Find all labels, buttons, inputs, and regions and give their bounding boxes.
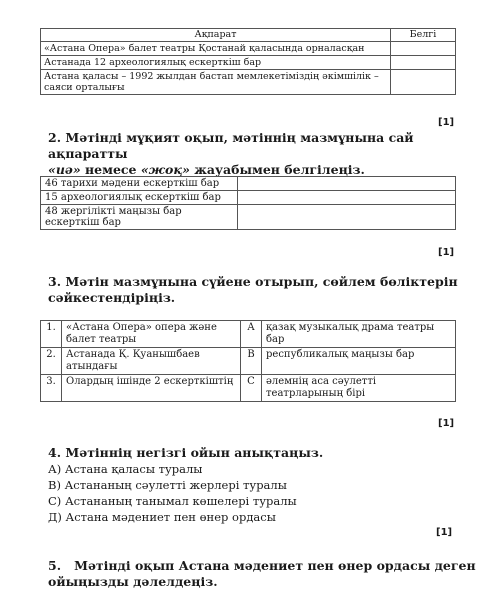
table-row	[41, 42, 456, 56]
table-row	[41, 191, 456, 205]
table-header-row	[41, 29, 456, 42]
marks-label-1: [1]	[438, 117, 455, 128]
marks-label-4: [1]	[436, 527, 453, 538]
sentence-ending: республикалық маңызы бар	[262, 348, 456, 375]
sentence-ending: әлемнің аса сәулетті театрларының бірі	[262, 375, 456, 402]
question-5-line1: 5. Мәтінді оқып Астана мәдениет пен өнер ордасы деген	[48, 558, 476, 573]
question-4-title: 4. Мәтіннің негізгі ойын анықтаңыз.	[48, 445, 324, 460]
table-row	[41, 348, 456, 375]
question-3-line2: сәйкестендіріңіз.	[48, 290, 176, 305]
table-row	[41, 205, 456, 230]
row-number: 2.	[41, 348, 62, 375]
answer-cell[interactable]	[391, 56, 456, 70]
matching-table	[40, 320, 456, 402]
answer-cell[interactable]	[391, 42, 456, 56]
table-row	[41, 321, 456, 348]
option-c[interactable]: С) Астананың танымал көшелері туралы	[48, 494, 297, 508]
question-3	[48, 274, 468, 306]
option-letter: B	[241, 348, 262, 375]
question-5	[48, 558, 478, 590]
question-3-line1: 3. Мәтін мазмұнына сүйене отырып, сөйлем бөліктерін	[48, 274, 458, 289]
sentence-part: «Астана Опера» опера және балет театры	[62, 321, 241, 348]
sentence-ending: қазақ музыкалық драма театры бар	[262, 321, 456, 348]
question-4-options	[48, 461, 448, 525]
question-5-line2: ойыңызды дәлелдеңіз.	[48, 574, 218, 589]
option-letter: C	[241, 375, 262, 402]
option-d[interactable]: Д) Астана мәдениет пен өнер ордасы	[48, 510, 276, 524]
sentence-part: Астанада Қ. Қуанышбаев атындағы	[62, 348, 241, 375]
question-2-end: жауабымен белгілеңіз.	[189, 162, 365, 177]
question-2	[48, 130, 468, 178]
row-number: 3.	[41, 375, 62, 402]
question-2-line1: 2. Мәтінді мұқият оқып, мәтіннің мазмұнына сай ақпаратты	[48, 130, 414, 161]
option-a[interactable]: А) Астана қаласы туралы	[48, 462, 203, 476]
info-marking-table	[40, 28, 456, 95]
table-row	[41, 56, 456, 70]
statement-cell: 15 археологиялық ескерткіш бар	[41, 191, 238, 205]
answer-cell[interactable]	[391, 70, 456, 95]
row-number: 1.	[41, 321, 62, 348]
sentence-part: Олардың ішінде 2 ескерткіштің	[62, 375, 241, 402]
no-word: «жоқ»	[140, 162, 190, 177]
answer-cell[interactable]	[238, 191, 456, 205]
table-row	[41, 177, 456, 191]
table-row	[41, 375, 456, 402]
yes-word: «иә»	[48, 162, 81, 177]
marks-label-3: [1]	[438, 418, 455, 429]
answer-cell[interactable]	[238, 177, 456, 191]
statement-cell: 48 жергілікті маңызы бар ескерткіш бар	[41, 205, 238, 230]
table-row	[41, 70, 456, 95]
statement-cell: 46 тарихи мәдени ескерткіш бар	[41, 177, 238, 191]
statement-cell: «Астана Опера» балет театры Қостанай қаласында орналасқан	[41, 42, 391, 56]
yes-no-table	[40, 176, 456, 230]
statement-cell: Астана қаласы – 1992 жылдан бастап мемлекетіміздің әкімшілік – саяси орталығы	[41, 70, 391, 95]
header-info: Ақпарат	[41, 29, 391, 42]
marks-label-2: [1]	[438, 247, 455, 258]
answer-cell[interactable]	[238, 205, 456, 230]
or-word: немесе	[80, 162, 141, 177]
option-b[interactable]: В) Астананың сәулетті жерлері туралы	[48, 478, 287, 492]
header-mark: Белгі	[391, 29, 456, 42]
option-letter: A	[241, 321, 262, 348]
statement-cell: Астанада 12 археологиялық ескерткіш бар	[41, 56, 391, 70]
